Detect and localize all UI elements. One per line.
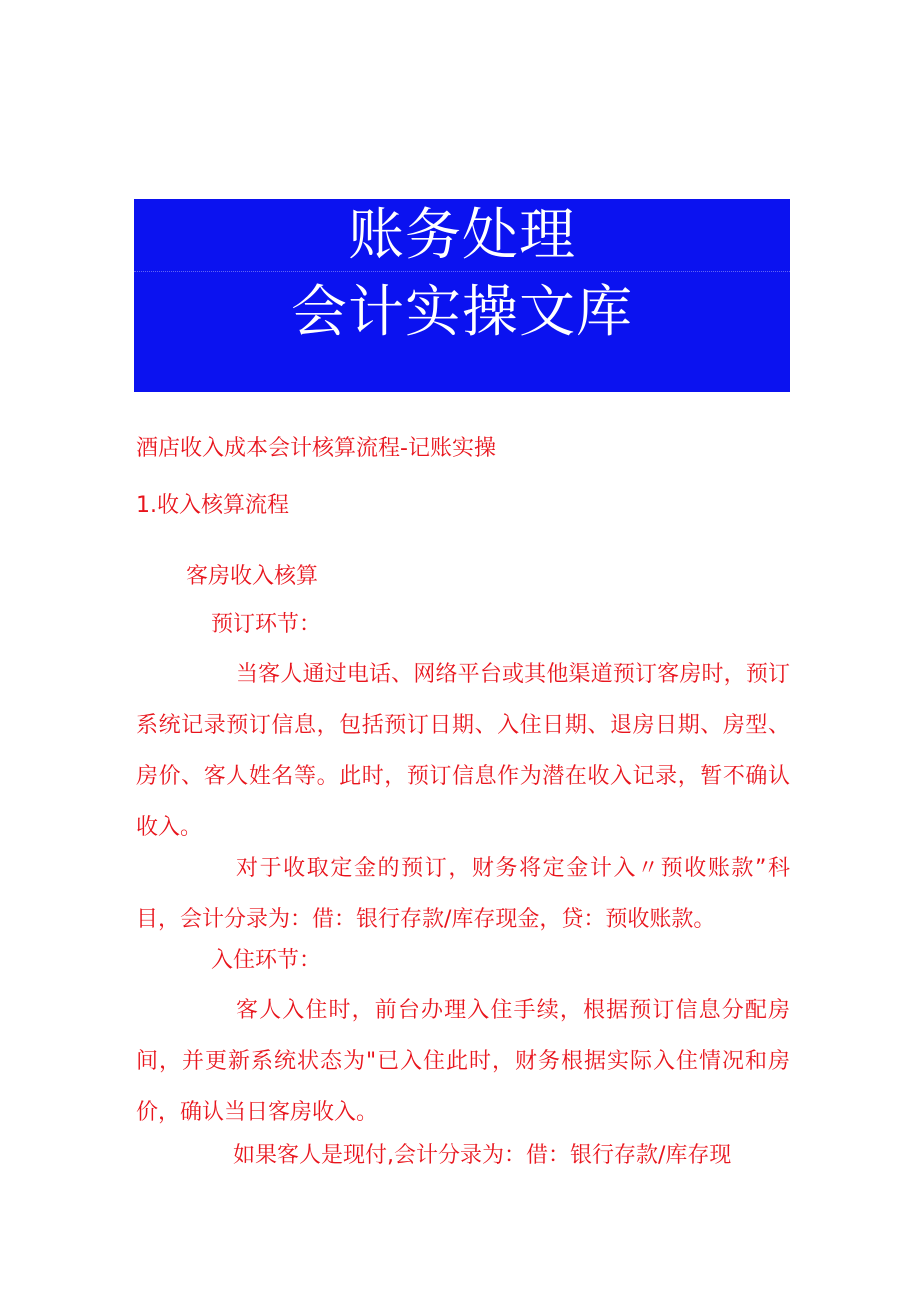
section-heading-revenue: 1.收入核算流程	[136, 493, 289, 518]
step-heading-checkin: 入住环节：	[211, 948, 322, 973]
paragraph-booking-1: 当客人通过电话、网络平台或其他渠道预订客房时，预订系统记录预订信息，包括预订日期、入住日期、退房日期、房型、房价、客人姓名等。此时，预订信息作为潜在收入记录，暂不确认收入。	[136, 662, 790, 840]
title-banner	[134, 199, 790, 392]
subsection-heading-room: 客房收入核算	[186, 564, 319, 589]
paragraph-checkin-1: 客人入住时，前台办理入住手续，根据预订信息分配房间，并更新系统状态为"已入住此时，财务根据实际入住情况和房价，确认当日客房收入。	[136, 998, 790, 1125]
paragraph-checkin-2: 如果客人是现付,会计分录为：借：银行存款/库存现	[233, 1143, 732, 1168]
banner-title-line2: 会计实操文库	[291, 280, 633, 345]
banner-divider	[134, 271, 790, 272]
paragraph-booking-2: 对于收取定金的预订，财务将定金计入〃预收账款”科目，会计分录为：借：银行存款/库存现金，贷：预收账款。	[136, 856, 790, 932]
document-title: 酒店收入成本会计核算流程-记账实操	[136, 436, 496, 461]
step-heading-booking: 预订环节：	[211, 612, 322, 637]
banner-title-line1: 账务处理	[348, 203, 576, 268]
